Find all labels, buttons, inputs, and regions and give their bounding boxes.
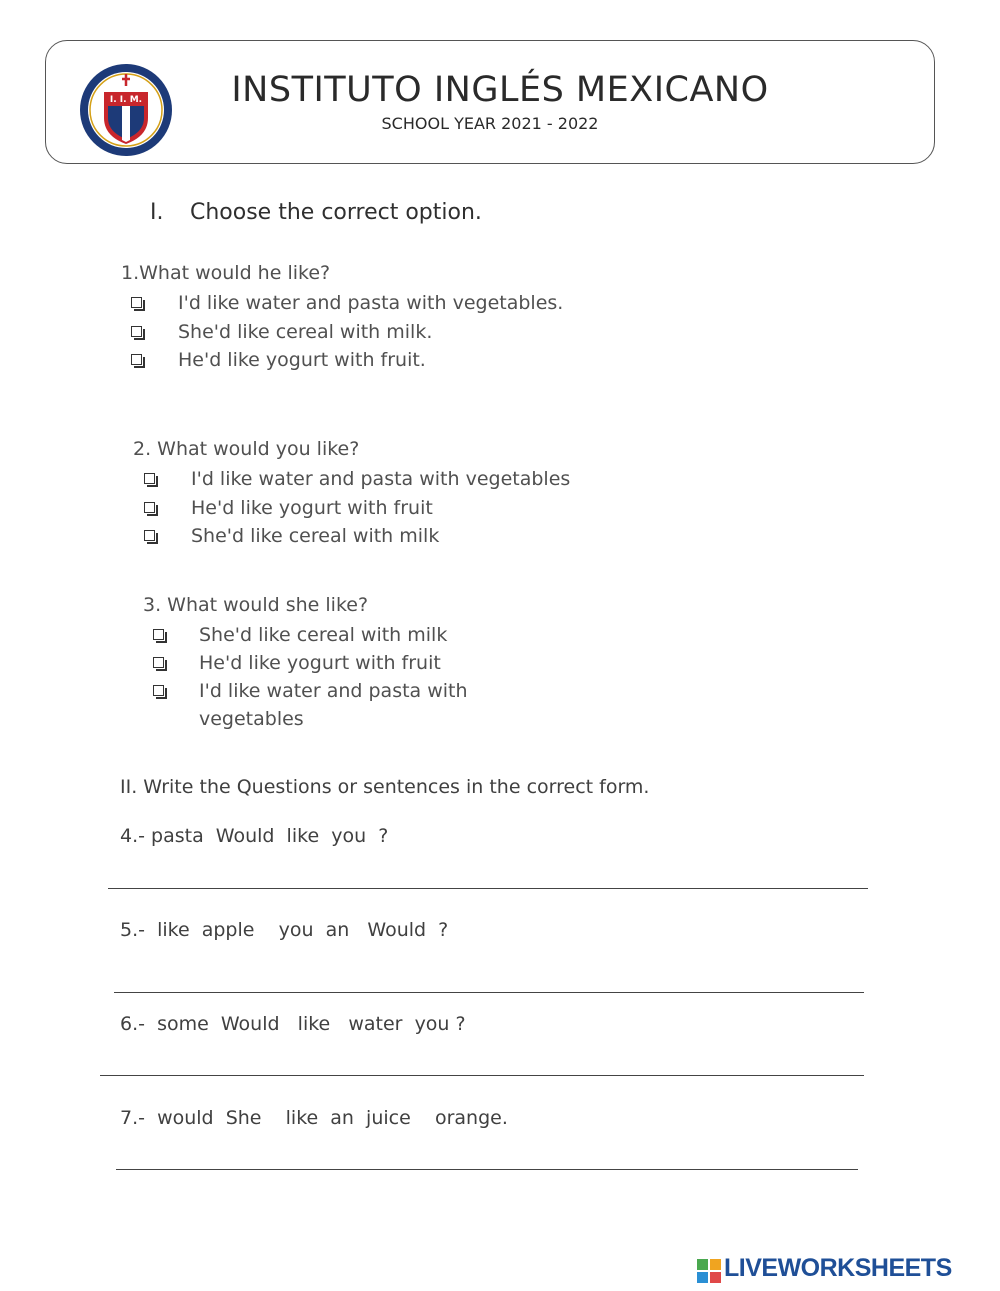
section-1-title: Choose the correct option. [190,200,482,225]
question-3-option-1[interactable] [153,624,553,648]
option-label: She'd like cereal with milk. [178,321,433,343]
checkbox-icon[interactable] [144,473,155,484]
checkbox-icon[interactable] [144,502,155,513]
item-6-prompt: 6.- some Would like water you ? [120,1013,466,1035]
option-label: He'd like yogurt with fruit. [178,349,426,371]
logo-text: I. I. M. [109,95,143,105]
checkbox-icon[interactable] [131,326,142,337]
checkbox-icon[interactable] [153,629,164,640]
section-1-numeral: I. [150,200,164,225]
checkbox-icon[interactable] [131,354,142,365]
liveworksheets-logo-icon [696,1258,722,1284]
item-5-prompt: 5.- like apple you an Would ? [120,919,449,941]
liveworksheets-text: LIVEWORKSHEETS [724,1254,952,1282]
section-2-title: II. Write the Questions or sentences in the correct form. [120,776,650,798]
question-2-prompt: 2. What would you like? [133,438,360,460]
item-4-answer-line[interactable] [108,888,868,889]
option-label: He'd like yogurt with fruit [191,497,433,519]
item-6-answer-line[interactable] [100,1075,864,1076]
checkbox-icon[interactable] [153,685,164,696]
school-year: SCHOOL YEAR 2021 - 2022 [381,114,599,133]
option-label-continued: vegetables [199,708,304,730]
option-label: I'd like water and pasta with vegetables [191,468,571,490]
checkbox-icon[interactable] [153,657,164,668]
option-label: I'd like water and pasta with vegetables. [178,292,564,314]
option-label: He'd like yogurt with fruit [199,652,441,674]
item-5-answer-line[interactable] [114,992,864,993]
section-1-heading [150,200,482,225]
question-1-option-2[interactable] [131,321,611,345]
question-2-option-3[interactable] [144,525,624,549]
school-logo [78,62,174,158]
item-7-prompt: 7.- would She like an juice orange. [120,1107,508,1129]
item-4-prompt: 4.- pasta Would like you ? [120,825,389,847]
checkbox-icon[interactable] [131,297,142,308]
liveworksheets-brand[interactable] [696,1254,996,1286]
question-2-option-1[interactable] [144,468,624,492]
checkbox-icon[interactable] [144,530,155,541]
question-1-prompt: 1.What would he like? [121,262,331,284]
option-label: She'd like cereal with milk [191,525,440,547]
question-1-option-3[interactable] [131,349,611,373]
question-3-option-2[interactable] [153,652,553,676]
question-2-option-2[interactable] [144,497,624,521]
option-label: I'd like water and pasta with [199,680,468,702]
question-1-option-1[interactable] [131,292,611,316]
question-3-prompt: 3. What would she like? [143,594,369,616]
option-label: She'd like cereal with milk [199,624,448,646]
item-7-answer-line[interactable] [116,1169,858,1170]
question-3-option-3[interactable] [153,680,553,732]
school-name: INSTITUTO INGLÉS MEXICANO [231,70,769,110]
